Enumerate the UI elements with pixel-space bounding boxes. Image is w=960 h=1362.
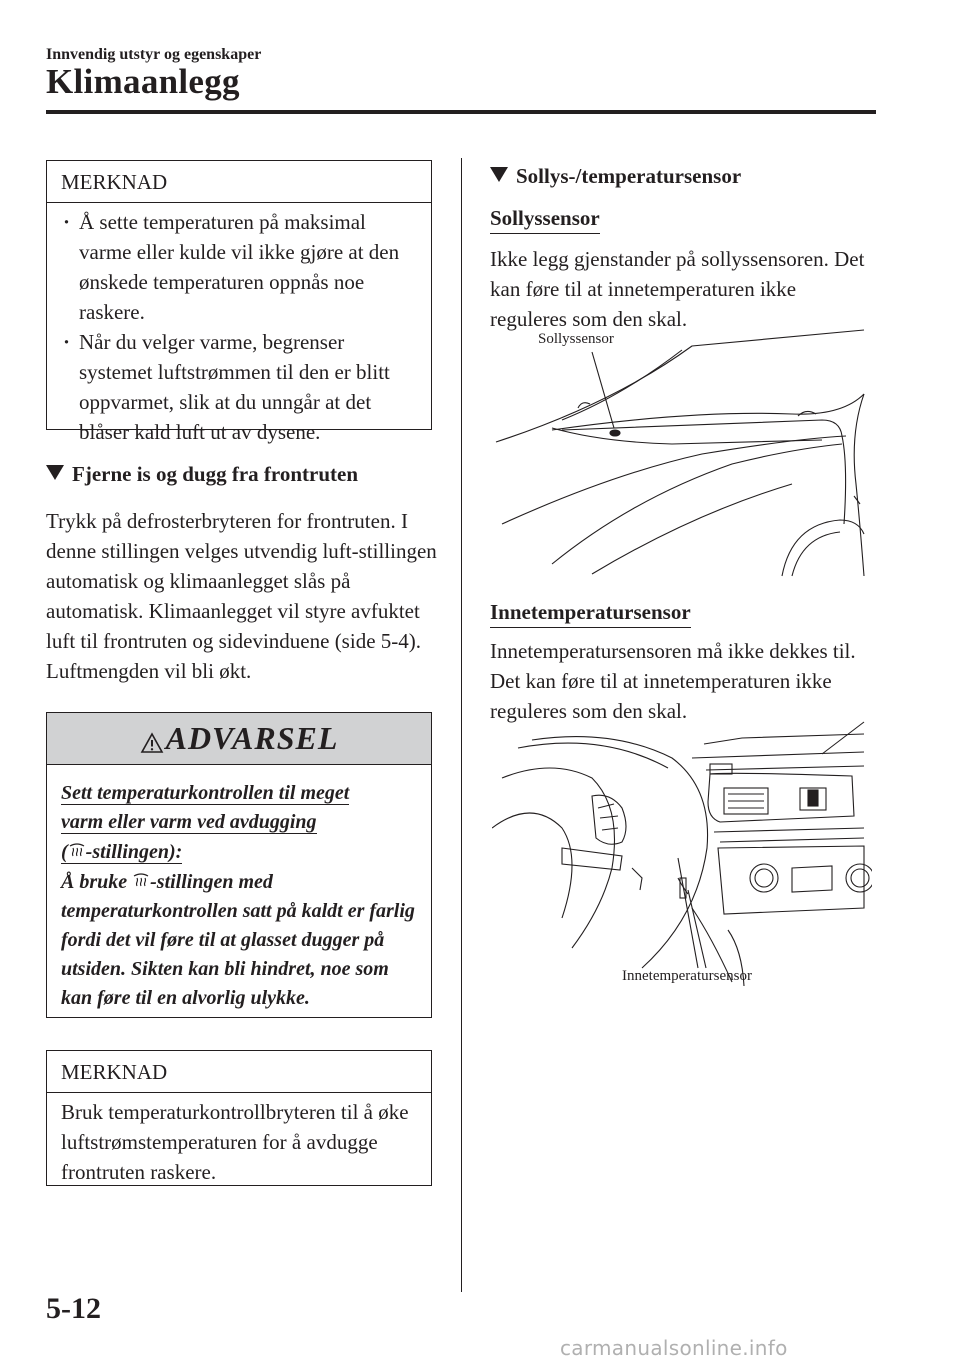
sensor-heading-text: Sollys-/temperatursensor xyxy=(516,164,742,188)
page-title: Klimaanlegg xyxy=(46,62,240,101)
sun-sensor-illustration xyxy=(492,324,868,578)
column-divider xyxy=(461,158,462,1292)
warning-triangle-icon xyxy=(140,732,164,759)
defroster-icon xyxy=(132,867,150,896)
inside-sensor-illustration xyxy=(492,718,872,990)
warning-line: ( -stillingen): xyxy=(61,841,182,864)
warning-box xyxy=(46,712,432,1018)
warning-content: Sett temperaturkontrollen til meget varm eller varm ved avdugging ( -stillingen): Å bruke -stillingen med temperaturkontrollen satt på kaldt er farlig fordi det vil føre til at glasset dugger på utsiden. Sikten kan bli hindret, noe som kan føre til en alvorlig ulykke. xyxy=(47,765,431,1013)
defrost-heading xyxy=(46,462,358,487)
inside-sensor-heading-wrap xyxy=(490,600,691,628)
sun-sensor-heading: Sollyssensor xyxy=(490,206,600,234)
title-rule xyxy=(46,110,876,114)
warning-line: Sett temperaturkontrollen til meget xyxy=(61,782,350,804)
warning-line: Å bruke xyxy=(61,871,133,893)
triangle-marker-icon xyxy=(490,167,508,182)
note-label: MERKNAD xyxy=(47,161,431,203)
sensor-heading xyxy=(490,164,741,189)
sun-sensor-caption: Sollyssensor xyxy=(538,331,614,347)
warning-body: temperaturkontrollen satt på kaldt er farlig fordi det vil føre til at glasset dugger på utsiden. Sikten kan bli hindret, noe som kan føre til en alvorlig ulykke. xyxy=(61,900,415,1009)
sun-sensor-text: Ikke legg gjenstander på sollyssensoren. Det kan føre til at innetemperaturen ikke reguleres som den skal. xyxy=(490,247,865,331)
page-number: 5-12 xyxy=(46,1292,101,1325)
inside-sensor-heading: Innetemperatursensor xyxy=(490,600,691,628)
note-content xyxy=(47,203,431,447)
note-item: · Å sette temperaturen på maksimal varme eller kulde vil ikke gjøre at den ønskede temperaturen oppnås noe raskere. xyxy=(63,207,417,327)
note-item: · Når du velger varme, begrenser systemet luftstrømmen til den er blitt oppvarmet, slik at du unngår at det blåser kald luft ut av dysene. xyxy=(63,327,417,447)
note-text: Bruk temperaturkontrollbryteren til å øke luftstrømstemperaturen for å avdugge frontruten raskere. xyxy=(61,1100,409,1184)
triangle-marker-icon xyxy=(46,465,64,480)
warning-title: ADVARSEL xyxy=(165,720,339,756)
watermark-text: carmanualsonline.info xyxy=(560,1336,788,1360)
defroster-icon xyxy=(68,837,86,866)
defrost-heading-text: Fjerne is og dugg fra frontruten xyxy=(72,462,358,486)
note-box-1 xyxy=(46,160,432,444)
inside-sensor-caption: Innetemperatursensor xyxy=(622,968,752,984)
warning-line: varm eller varm ved avdugging xyxy=(61,811,317,833)
note-label: MERKNAD xyxy=(47,1051,431,1093)
section-label: Innvendig utstyr og egenskaper xyxy=(46,46,262,63)
inside-sensor-text: Innetemperatursensoren må ikke dekkes til. Det kan føre til at innetemperaturen ikke reguleres som den skal. xyxy=(490,639,856,723)
warning-header xyxy=(47,713,431,765)
defrost-paragraph: Trykk på defrosterbryteren for frontruten. I denne stillingen velges utvendig luft-stillingen automatisk og klimaanlegget slås på automatisk. Klimaanlegget vil styre avfuktet luft til frontruten og sidevinduene (side 5-4). Luftmengden vil bli økt. xyxy=(46,509,437,683)
note-box-2 xyxy=(46,1050,432,1186)
sun-sensor-heading-wrap xyxy=(490,206,600,234)
